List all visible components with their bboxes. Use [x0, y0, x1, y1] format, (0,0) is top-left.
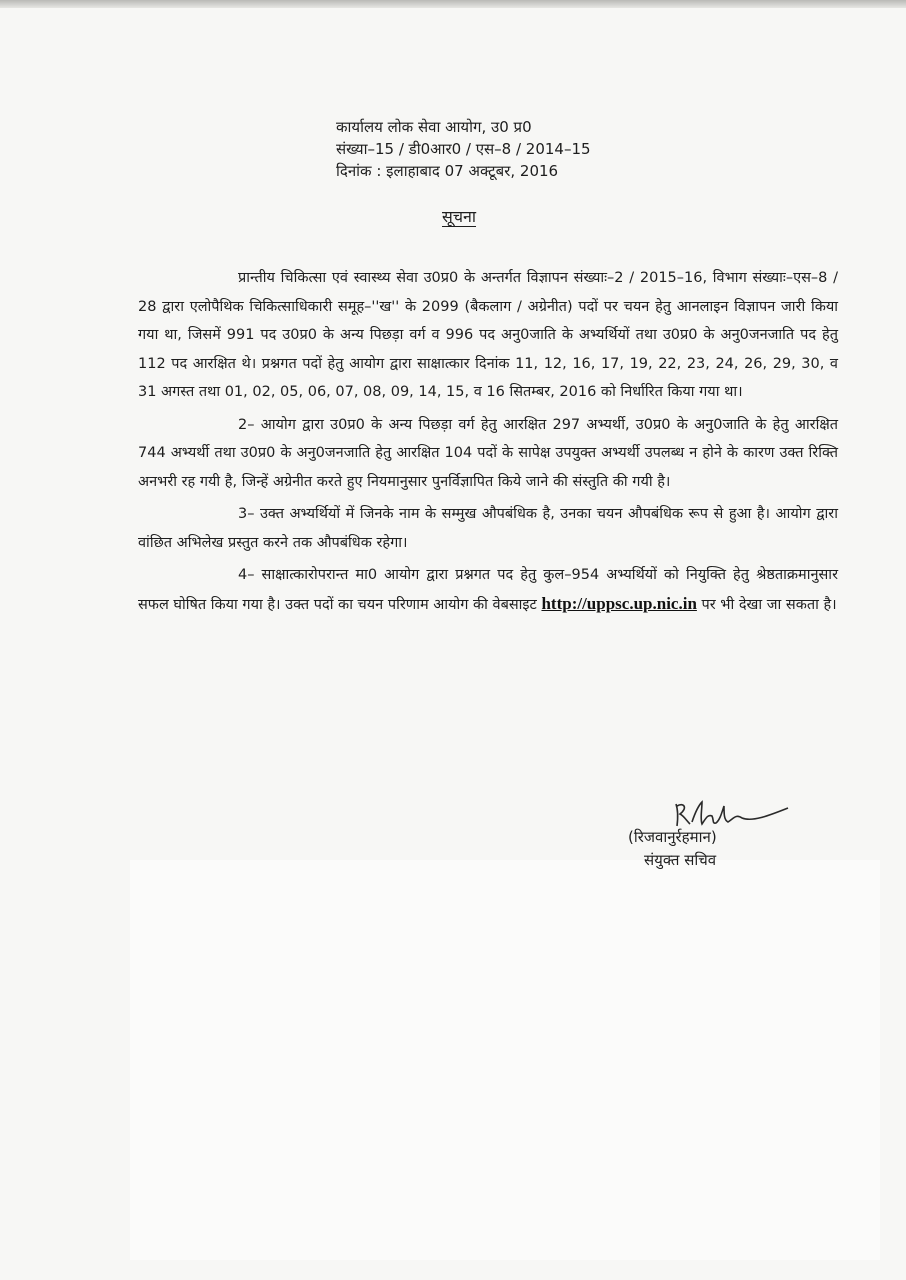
website-link[interactable]: http://uppsc.up.nic.in [541, 593, 697, 613]
paragraph-1: प्रान्तीय चिकित्सा एवं स्वास्थ्य सेवा उ0प्र0 के अन्तर्गत विज्ञापन संख्याः–2 / 2015–16, विभाग संख्याः–एस–8 / 28 द्वारा एलोपैथिक चिकित्साधिकारी समूह–''ख'' के 2099 (बैकलाग / अग्रेनीत) पदों पर चयन हेतु आनलाइन विज्ञापन जारी किया गया था, जिसमें 991 पद उ0प्र0 के अन्य पिछड़ा वर्ग व 996 पद अनु0जाति के अभ्यर्थियों तथा उ0प्र0 के अनु0जनजाति पद हेतु 112 पद आरक्षित थे। प्रश्नगत पदों हेतु आयोग द्वारा साक्षात्कार दिनांक 11, 12, 16, 17, 19, 22, 23, 24, 26, 29, 30, व 31 अगस्त तथा 01, 02, 05, 06, 07, 08, 09, 14, 15, व 16 सितम्बर, 2016 को निर्धारित किया गया था। [138, 270, 838, 400]
paragraph-4 [138, 561, 838, 619]
scan-top-edge [0, 0, 906, 8]
notice-body [138, 264, 838, 623]
reference-number: संख्या–15 / डी0आर0 / एस–8 / 2014–15 [336, 140, 591, 158]
notice-title: सूचना [442, 207, 477, 226]
paragraph-3: 3– उक्त अभ्यर्थियों में जिनके नाम के सम्मुख औपबंधिक है, उनका चयन औपबंधिक रूप से हुआ है। आयोग द्वारा वांछित अभिलेख प्रस्तुत करने तक औपबंधिक रहेगा। [138, 506, 838, 551]
signatory-name: (रिजवानुर्रहमान) [628, 828, 717, 846]
scan-light-area [130, 860, 880, 1260]
office-line: कार्यालय लोक सेवा आयोग, उ0 प्र0 [336, 118, 532, 136]
paragraph-4-text: 4– साक्षात्कारोपरान्त मा0 आयोग द्वारा प्रश्नगत पद हेतु कुल–954 अभ्यर्थियों को नियुक्ति हेतु श्रेष्ठताक्रमानुसार सफल घोषित किया गया है। उक्त पदों का चयन परिणाम आयोग की वेबसाइट [138, 567, 838, 613]
paragraph-2: 2– आयोग द्वारा उ0प्र0 के अन्य पिछड़ा वर्ग हेतु आरक्षित 297 अभ्यर्थी, उ0प्र0 के अनु0जाति के हेतु आरक्षित 744 अभ्यर्थी तथा उ0प्र0 के अनु0जनजाति हेतु आरक्षित 104 पदों के सापेक्ष उपयुक्त अभ्यर्थी उपलब्ध न होने के कारण उक्त रिक्ति अनभरी रह गयी है, जिन्हें अग्रेनीत करते हुए नियमानुसार पुनर्विज्ञापित किये जाने की संस्तुति की गयी है। [138, 416, 838, 490]
paragraph-4-tail: पर भी देखा जा सकता है। [696, 596, 837, 613]
date-line: दिनांक : इलाहाबाद 07 अक्टूबर, 2016 [336, 162, 559, 180]
signatory-block [628, 826, 717, 872]
signatory-designation: संयुक्त सचिव [644, 851, 717, 869]
office-header [336, 116, 636, 182]
